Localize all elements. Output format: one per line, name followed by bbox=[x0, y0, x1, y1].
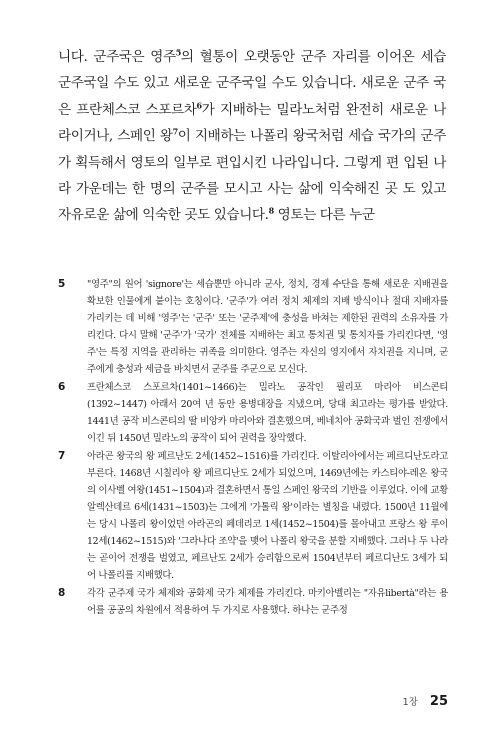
body-line: 가 지배하는 밀라노처럼 완전히 새로운 bbox=[201, 101, 428, 118]
footnote-ref[interactable]: 6 bbox=[196, 100, 202, 111]
body-line: 의 혈통이 오랫동안 군주 자리를 이어온 세습 bbox=[180, 49, 446, 65]
chapter-label: 1장 bbox=[402, 697, 418, 708]
footnote-ref[interactable]: 8 bbox=[268, 205, 274, 216]
footnotes-section bbox=[58, 276, 448, 620]
footnote bbox=[58, 448, 448, 584]
footnote-ref[interactable]: 5 bbox=[175, 47, 181, 58]
body-line: 니다. 군주국은 영주 bbox=[58, 49, 176, 65]
body-line: 국은 프란체스코 스포르차 bbox=[58, 75, 446, 118]
footnote bbox=[58, 276, 448, 378]
footnote-text: "영주"의 원어 'signore'는 세습뿐만 아니라 군사, 정치, 경제 수단을 통해 새로운 지배권을 확보한 인물에게 붙이는 호칭이다. '군주'가 여러 정치 체제의 지배 방식이나 절대 지배자를 가리키는 데 비해 '영주'는 '군주' 또는 '군주제'에 충성을 바쳐는 제한된 권력의 소유자를 가리킨다. 다시 말해 '군주'가 '국가' 전체를 지배하는 최고 통치권 및 통치자를 가리킨다면, '영주'는 특정 지역을 관리하는 귀족을 의미한다. 영주는 자신의 영지에서 자치권을 지니며, 군주에게 충성과 세금을 바치면서 군주를 주군으로 모신다. bbox=[87, 279, 448, 375]
footnote bbox=[58, 585, 448, 619]
body-line: 입된 나라 가운데는 한 명의 군주를 모시고 사는 삶에 익숙해진 곳 bbox=[58, 154, 446, 198]
footnote-number: 8 bbox=[58, 587, 66, 599]
body-paragraph bbox=[58, 44, 446, 229]
page-number: 25 bbox=[429, 694, 448, 709]
footnote-number: 7 bbox=[58, 450, 66, 462]
body-line: 군주가 획득해서 영토의 일부로 편입시킨 나라입니다. 그렇게 편 bbox=[58, 128, 447, 171]
footnote-text: 프란체스코 스포르차(1401~1466)는 밀라노 공작인 필리포 마리아 비스콘티(1392~1447) 아래서 20여 년 동안 용병대장을 지냈으며, 당대 최고라는 평가를 받았다. 1441년 공작 비스콘티의 딸 비앙카 마리아와 결혼했으며, 베네치아 공화국과 벌인 전쟁에서 이긴 뒤 1450년 밀라노의 공작이 되어 권력을 장악했다. bbox=[87, 382, 448, 444]
body-line: 나라이거나, 스페인 왕 bbox=[58, 101, 447, 145]
footnote-number: 5 bbox=[58, 278, 66, 290]
footnote-ref[interactable]: 7 bbox=[172, 126, 178, 137]
footnote-number: 6 bbox=[58, 381, 66, 393]
footnote-text: 아라곤 왕국의 왕 페르난도 2세(1452~1516)를 가리킨다. 이탈리아에서는 페르디난도라고 부른다. 1468년 시칠리아 왕 페르디난도 2세가 되었으며, 1469년에는 카스티야-레온 왕국의 이사벨 여왕(1451~1504)과 결혼하면서 통일 스페인 왕국의 기반을 이루었다. 이에 교황 알렉산데르 6세(1431~1503)는 그에게 '가톨릭 왕'이라는 별칭을 내렸다. 1500년 11월에는 당시 나폴리 왕이었던 아라곤의 페데리코 1세(1452~1504)를 몰아내고 프랑스 왕 루이 12세(1462~1515)와 '그라나다 조약'을 맺어 나폴리 왕국을 분할 지배했다. 그러나 두 나라는 곧이어 전쟁을 벌였고, 페르난도 2세가 승리함으로써 1504년부터 페르디난도 3세가 되어 나폴리를 지배했다. bbox=[87, 451, 448, 581]
page-footer bbox=[403, 694, 448, 709]
body-line: 군주국일 수도 있고 새로운 군주국일 수도 있습니다. 새로운 군주 bbox=[58, 75, 429, 92]
body-line: 영토는 다른 누군 bbox=[273, 207, 375, 224]
main-body-text bbox=[58, 44, 446, 229]
footnote-text: 각각 군주제 국가 체제와 공화제 국가 체제를 가리킨다. 마키아벨리는 "자유libertà"라는 용어를 공공의 차원에서 적용하여 두 가지로 사용했다. 하나는 군주정 bbox=[87, 588, 448, 616]
footnote bbox=[58, 379, 448, 447]
body-line: 도 있고 자유로운 삶에 익숙한 곳도 있습니다. bbox=[58, 181, 446, 224]
body-line: 이 지배하는 나폴리 왕국처럼 세습 국가의 bbox=[177, 128, 417, 145]
